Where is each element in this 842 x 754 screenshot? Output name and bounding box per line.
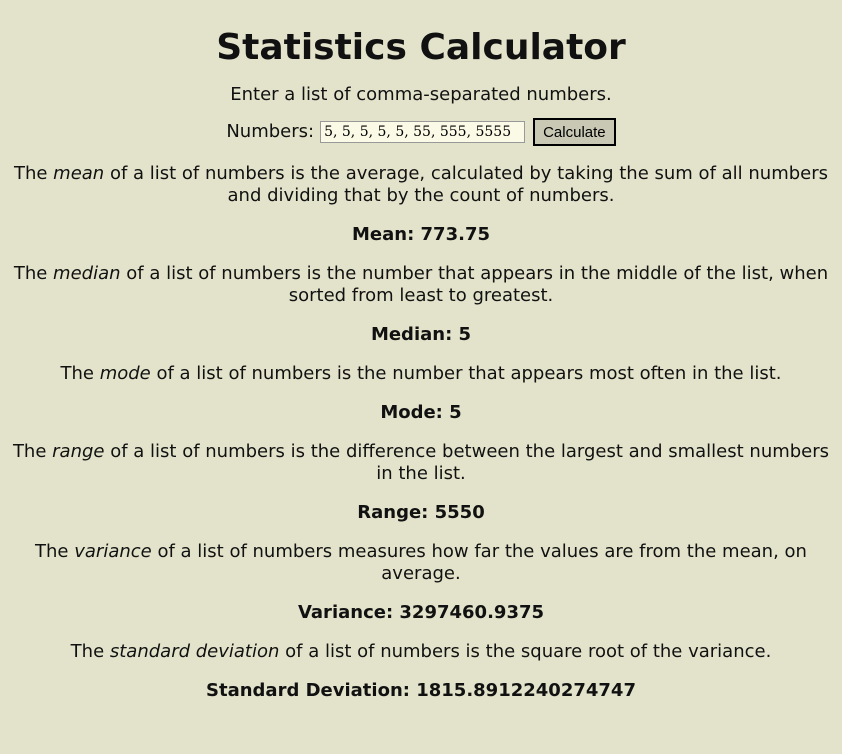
range-result: Range: 5550 bbox=[357, 502, 485, 523]
median-description: The median of a list of numbers is the number that appears in the middle of the list, when sorted from least to greatest. bbox=[13, 263, 829, 306]
mean-term: mean bbox=[53, 163, 105, 184]
page-title: Statistics Calculator bbox=[216, 27, 626, 68]
range-description: The range of a list of numbers is the difference between the largest and smallest numbers in the list. bbox=[12, 441, 830, 484]
mode-term: mode bbox=[99, 363, 151, 384]
mode-description: The mode of a list of numbers is the number that appears most often in the list. bbox=[60, 363, 782, 384]
variance-term: variance bbox=[74, 541, 152, 562]
median-result: Median: 5 bbox=[370, 324, 472, 345]
range-term: range bbox=[52, 441, 105, 462]
instructions-text: Enter a list of comma-separated numbers. bbox=[230, 84, 612, 105]
variance-result: Variance: 3297460.9375 bbox=[297, 602, 545, 623]
calculate-button[interactable]: Calculate bbox=[533, 118, 616, 146]
input-form bbox=[0, 118, 842, 146]
median-term: median bbox=[53, 263, 121, 284]
mode-result: Mode: 5 bbox=[380, 402, 462, 423]
std-dev-term: standard deviation bbox=[109, 641, 280, 662]
variance-description: The variance of a list of numbers measures how far the values are from the mean, on average. bbox=[35, 541, 807, 584]
mean-description: The mean of a list of numbers is the average, calculated by taking the sum of all numbers and dividing that by the count of numbers. bbox=[13, 163, 829, 206]
numbers-label: Numbers: bbox=[226, 121, 315, 142]
std-dev-description: The standard deviation of a list of numbers is the square root of the variance. bbox=[70, 641, 772, 662]
std-dev-result: Standard Deviation: 1815.8912240274747 bbox=[206, 680, 636, 701]
mean-result: Mean: 773.75 bbox=[351, 224, 490, 245]
numbers-input[interactable] bbox=[320, 121, 525, 143]
